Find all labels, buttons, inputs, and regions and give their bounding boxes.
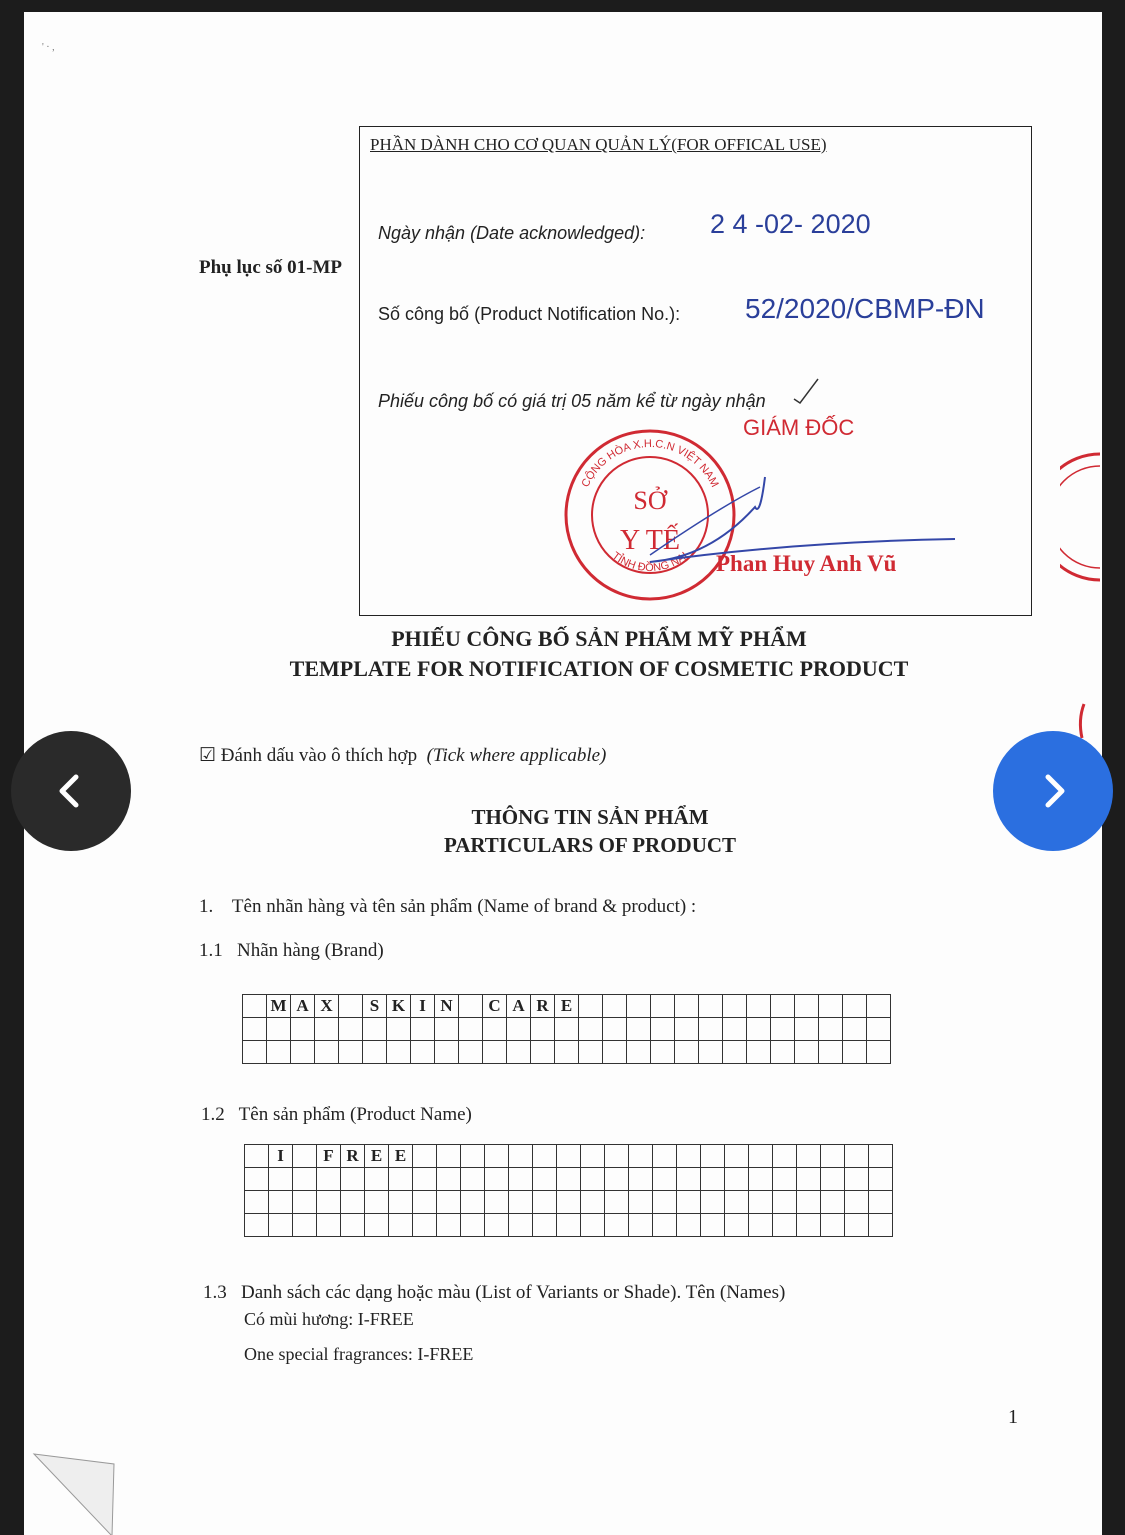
grid-cell <box>677 1191 701 1214</box>
grid-cell <box>867 995 891 1018</box>
grid-cell <box>677 1168 701 1191</box>
grid-cell <box>557 1191 581 1214</box>
item-1-1-text: Nhãn hàng (Brand) <box>237 940 384 961</box>
grid-cell <box>725 1191 749 1214</box>
grid-cell <box>507 1018 531 1041</box>
grid-cell <box>459 995 483 1018</box>
grid-cell <box>341 1214 365 1237</box>
item-1 <box>199 896 696 918</box>
grid-cell <box>245 1145 269 1168</box>
grid-row <box>245 1145 893 1168</box>
grid-cell <box>245 1191 269 1214</box>
grid-cell <box>269 1214 293 1237</box>
grid-cell <box>413 1145 437 1168</box>
grid-cell <box>509 1168 533 1191</box>
section-title-en: PARTICULARS OF PRODUCT <box>443 833 737 857</box>
grid-cell <box>315 1018 339 1041</box>
grid-cell <box>269 1191 293 1214</box>
grid-cell <box>245 1168 269 1191</box>
grid-cell <box>533 1168 557 1191</box>
grid-cell <box>293 1214 317 1237</box>
grid-cell <box>797 1145 821 1168</box>
grid-cell <box>579 1041 603 1064</box>
grid-cell <box>653 1168 677 1191</box>
grid-cell <box>317 1168 341 1191</box>
tick-note-text-en: (Tick where applicable) <box>426 745 607 766</box>
date-acknowledged-value: 2 4 -02- 2020 <box>710 209 871 239</box>
grid-cell <box>243 1041 267 1064</box>
grid-cell <box>627 1018 651 1041</box>
tick-note-text: Đánh dấu vào ô thích hợp <box>220 745 418 766</box>
grid-cell <box>341 1191 365 1214</box>
grid-cell <box>579 995 603 1018</box>
grid-cell <box>243 995 267 1018</box>
grid-cell: M <box>267 995 291 1018</box>
grid-cell <box>317 1191 341 1214</box>
grid-cell <box>869 1168 893 1191</box>
product-name-grid <box>244 1144 893 1237</box>
item-1-3 <box>203 1282 785 1304</box>
grid-cell <box>773 1191 797 1214</box>
grid-cell <box>293 1168 317 1191</box>
next-image-button[interactable] <box>993 731 1113 851</box>
grid-cell <box>413 1214 437 1237</box>
grid-cell <box>435 1018 459 1041</box>
grid-cell <box>653 1214 677 1237</box>
previous-image-button[interactable] <box>11 731 131 851</box>
grid-row <box>245 1168 893 1191</box>
grid-cell <box>411 1018 435 1041</box>
grid-cell <box>557 1214 581 1237</box>
grid-cell <box>651 1041 675 1064</box>
grid-cell <box>339 1041 363 1064</box>
notification-number-value: 52/2020/CBMP-ĐN <box>745 293 985 324</box>
grid-cell <box>869 1191 893 1214</box>
grid-cell <box>269 1168 293 1191</box>
folded-corner <box>32 1444 132 1535</box>
page-number: 1 <box>1008 1406 1018 1428</box>
grid-cell <box>651 1018 675 1041</box>
grid-cell <box>627 995 651 1018</box>
grid-cell <box>675 1041 699 1064</box>
item-1-3-number: 1.3 <box>203 1282 227 1303</box>
stamp-bottom-text: TỈNH ĐỒNG NAI <box>609 549 691 575</box>
item-1-1 <box>199 940 384 962</box>
grid-cell <box>483 1018 507 1041</box>
grid-cell: A <box>507 995 531 1018</box>
grid-cell <box>437 1145 461 1168</box>
grid-cell <box>291 1018 315 1041</box>
grid-cell <box>557 1145 581 1168</box>
grid-cell <box>651 995 675 1018</box>
grid-cell <box>725 1145 749 1168</box>
grid-cell <box>819 1018 843 1041</box>
grid-cell <box>819 1041 843 1064</box>
scan-specks: ' · , <box>42 42 55 53</box>
grid-cell <box>699 1041 723 1064</box>
grid-cell <box>339 1018 363 1041</box>
grid-cell <box>435 1041 459 1064</box>
grid-cell <box>531 1041 555 1064</box>
grid-row <box>243 995 891 1018</box>
date-acknowledged-label: Ngày nhận (Date acknowledged): <box>378 223 646 243</box>
grid-cell: N <box>435 995 459 1018</box>
grid-cell <box>437 1168 461 1191</box>
checkmark-icon <box>792 377 822 407</box>
grid-cell: I <box>411 995 435 1018</box>
grid-cell <box>387 1041 411 1064</box>
grid-cell <box>795 1018 819 1041</box>
grid-cell <box>461 1168 485 1191</box>
form-title-vi: PHIẾU CÔNG BỐ SẢN PHẨM MỸ PHẨM <box>391 626 807 651</box>
grid-cell <box>843 995 867 1018</box>
grid-cell <box>867 1041 891 1064</box>
grid-cell <box>365 1191 389 1214</box>
validity-note: Phiếu công bố có giá trị 05 năm kể từ ngày nhận <box>378 391 766 411</box>
grid-cell <box>317 1214 341 1237</box>
stamp-ring-text: CỘNG HÒA X.H.C.N VIỆT NAM <box>579 437 721 490</box>
grid-cell <box>629 1191 653 1214</box>
grid-cell <box>845 1214 869 1237</box>
grid-cell <box>437 1191 461 1214</box>
grid-cell <box>701 1214 725 1237</box>
grid-cell <box>509 1191 533 1214</box>
grid-cell <box>387 1018 411 1041</box>
grid-cell <box>699 1018 723 1041</box>
grid-cell <box>315 1041 339 1064</box>
grid-cell <box>699 995 723 1018</box>
grid-cell <box>365 1168 389 1191</box>
grid-cell <box>389 1214 413 1237</box>
grid-cell: C <box>483 995 507 1018</box>
grid-cell <box>629 1145 653 1168</box>
grid-cell <box>533 1191 557 1214</box>
grid-cell <box>459 1018 483 1041</box>
grid-cell <box>629 1214 653 1237</box>
grid-cell: E <box>389 1145 413 1168</box>
grid-cell <box>723 1018 747 1041</box>
tick-note <box>199 744 606 767</box>
grid-row <box>243 1041 891 1064</box>
grid-cell <box>627 1041 651 1064</box>
item-1-3-text: Danh sách các dạng hoặc màu (List of Variants or Shade). Tên (Names) <box>241 1282 786 1303</box>
grid-cell <box>581 1214 605 1237</box>
variant-line-1: Có mùi hương: I-FREE <box>244 1309 414 1329</box>
item-1-2-number: 1.2 <box>201 1104 225 1125</box>
grid-cell <box>339 995 363 1018</box>
grid-row <box>243 1018 891 1041</box>
grid-cell <box>365 1214 389 1237</box>
grid-cell <box>773 1145 797 1168</box>
grid-cell <box>461 1214 485 1237</box>
grid-cell <box>341 1168 365 1191</box>
notification-number-label: Số công bố (Product Notification No.): <box>378 304 681 324</box>
grid-cell <box>725 1214 749 1237</box>
grid-cell <box>581 1145 605 1168</box>
grid-cell <box>843 1018 867 1041</box>
grid-cell <box>363 1018 387 1041</box>
partial-stamp-edge <box>1060 452 1102 582</box>
grid-cell <box>245 1214 269 1237</box>
grid-cell <box>363 1041 387 1064</box>
form-title-en: TEMPLATE FOR NOTIFICATION OF COSMETIC PRODUCT <box>289 656 909 681</box>
grid-cell <box>293 1191 317 1214</box>
grid-cell <box>675 1018 699 1041</box>
grid-cell <box>509 1214 533 1237</box>
grid-cell: X <box>315 995 339 1018</box>
grid-cell <box>771 1018 795 1041</box>
grid-cell <box>413 1191 437 1214</box>
grid-cell <box>723 1041 747 1064</box>
director-title: GIÁM ĐỐC <box>743 415 855 440</box>
grid-cell <box>843 1041 867 1064</box>
checkbox-icon: ☑ <box>199 745 217 766</box>
grid-cell <box>867 1018 891 1041</box>
grid-cell <box>749 1145 773 1168</box>
chevron-right-icon <box>1033 771 1073 811</box>
grid-cell <box>461 1145 485 1168</box>
grid-cell <box>747 1018 771 1041</box>
grid-cell <box>773 1168 797 1191</box>
grid-cell <box>749 1214 773 1237</box>
signer-name: Phan Huy Anh Vũ <box>716 551 897 576</box>
grid-cell <box>605 1145 629 1168</box>
grid-cell <box>771 995 795 1018</box>
grid-cell <box>531 1018 555 1041</box>
grid-cell: R <box>531 995 555 1018</box>
grid-cell <box>389 1168 413 1191</box>
item-1-number: 1. <box>199 896 214 917</box>
grid-cell <box>749 1191 773 1214</box>
grid-cell <box>845 1191 869 1214</box>
grid-cell <box>437 1214 461 1237</box>
grid-cell <box>797 1191 821 1214</box>
grid-cell: A <box>291 995 315 1018</box>
official-use-box <box>359 126 1032 616</box>
grid-cell <box>747 995 771 1018</box>
grid-cell <box>411 1041 435 1064</box>
grid-cell <box>509 1145 533 1168</box>
grid-cell: S <box>363 995 387 1018</box>
grid-cell <box>555 1018 579 1041</box>
grid-cell <box>603 995 627 1018</box>
grid-cell <box>243 1018 267 1041</box>
grid-cell <box>485 1168 509 1191</box>
grid-cell <box>795 1041 819 1064</box>
grid-cell <box>821 1191 845 1214</box>
grid-cell <box>293 1145 317 1168</box>
grid-cell <box>533 1145 557 1168</box>
grid-cell <box>581 1168 605 1191</box>
appendix-label: Phụ lục số 01-MP <box>199 257 343 278</box>
grid-cell <box>701 1168 725 1191</box>
grid-cell <box>701 1145 725 1168</box>
grid-cell <box>725 1168 749 1191</box>
document-page <box>24 12 1102 1535</box>
grid-cell <box>389 1191 413 1214</box>
grid-cell <box>629 1168 653 1191</box>
item-1-2-text: Tên sản phẩm (Product Name) <box>238 1104 472 1125</box>
grid-cell <box>557 1168 581 1191</box>
grid-cell <box>605 1168 629 1191</box>
item-1-2 <box>201 1104 472 1126</box>
grid-cell <box>821 1145 845 1168</box>
grid-cell <box>869 1214 893 1237</box>
grid-cell <box>773 1214 797 1237</box>
grid-cell <box>821 1214 845 1237</box>
grid-cell <box>797 1168 821 1191</box>
grid-cell: F <box>317 1145 341 1168</box>
brand-grid <box>242 994 891 1064</box>
grid-cell <box>677 1214 701 1237</box>
grid-cell <box>869 1145 893 1168</box>
stamp-line-2: Y TẾ <box>620 525 680 556</box>
grid-cell <box>845 1145 869 1168</box>
grid-cell <box>795 995 819 1018</box>
grid-cell <box>579 1018 603 1041</box>
grid-cell <box>291 1041 315 1064</box>
grid-cell <box>771 1041 795 1064</box>
grid-cell: E <box>555 995 579 1018</box>
grid-cell <box>675 995 699 1018</box>
grid-cell <box>485 1214 509 1237</box>
grid-cell <box>581 1191 605 1214</box>
grid-row <box>245 1214 893 1237</box>
grid-cell <box>605 1191 629 1214</box>
grid-cell <box>845 1168 869 1191</box>
grid-cell <box>507 1041 531 1064</box>
grid-cell <box>653 1191 677 1214</box>
grid-cell <box>603 1018 627 1041</box>
grid-cell: K <box>387 995 411 1018</box>
grid-cell <box>267 1041 291 1064</box>
grid-cell <box>461 1191 485 1214</box>
official-use-header: PHẦN DÀNH CHO CƠ QUAN QUẢN LÝ(FOR OFFICAL USE) <box>370 135 827 154</box>
grid-cell: I <box>269 1145 293 1168</box>
grid-cell <box>677 1145 701 1168</box>
grid-cell <box>605 1214 629 1237</box>
grid-cell <box>821 1168 845 1191</box>
grid-cell <box>747 1041 771 1064</box>
item-1-text: Tên nhãn hàng và tên sản phẩm (Name of brand & product) : <box>231 896 697 917</box>
grid-cell: R <box>341 1145 365 1168</box>
grid-cell <box>459 1041 483 1064</box>
grid-cell <box>797 1214 821 1237</box>
grid-cell <box>267 1018 291 1041</box>
grid-cell: E <box>365 1145 389 1168</box>
variant-line-2: One special fragrances: I-FREE <box>244 1344 474 1364</box>
grid-row <box>245 1191 893 1214</box>
grid-cell <box>653 1145 677 1168</box>
grid-cell <box>603 1041 627 1064</box>
item-1-1-number: 1.1 <box>199 940 223 961</box>
grid-cell <box>701 1191 725 1214</box>
grid-cell <box>485 1145 509 1168</box>
grid-cell <box>555 1041 579 1064</box>
grid-cell <box>533 1214 557 1237</box>
stamp-line-1: SỞ <box>633 486 667 515</box>
grid-cell <box>413 1168 437 1191</box>
chevron-left-icon <box>51 771 91 811</box>
section-title-vi: THÔNG TIN SẢN PHẨM <box>471 805 709 829</box>
grid-cell <box>723 995 747 1018</box>
grid-cell <box>819 995 843 1018</box>
grid-cell <box>749 1168 773 1191</box>
signature-scribble <box>590 447 970 567</box>
grid-cell <box>483 1041 507 1064</box>
grid-cell <box>485 1191 509 1214</box>
